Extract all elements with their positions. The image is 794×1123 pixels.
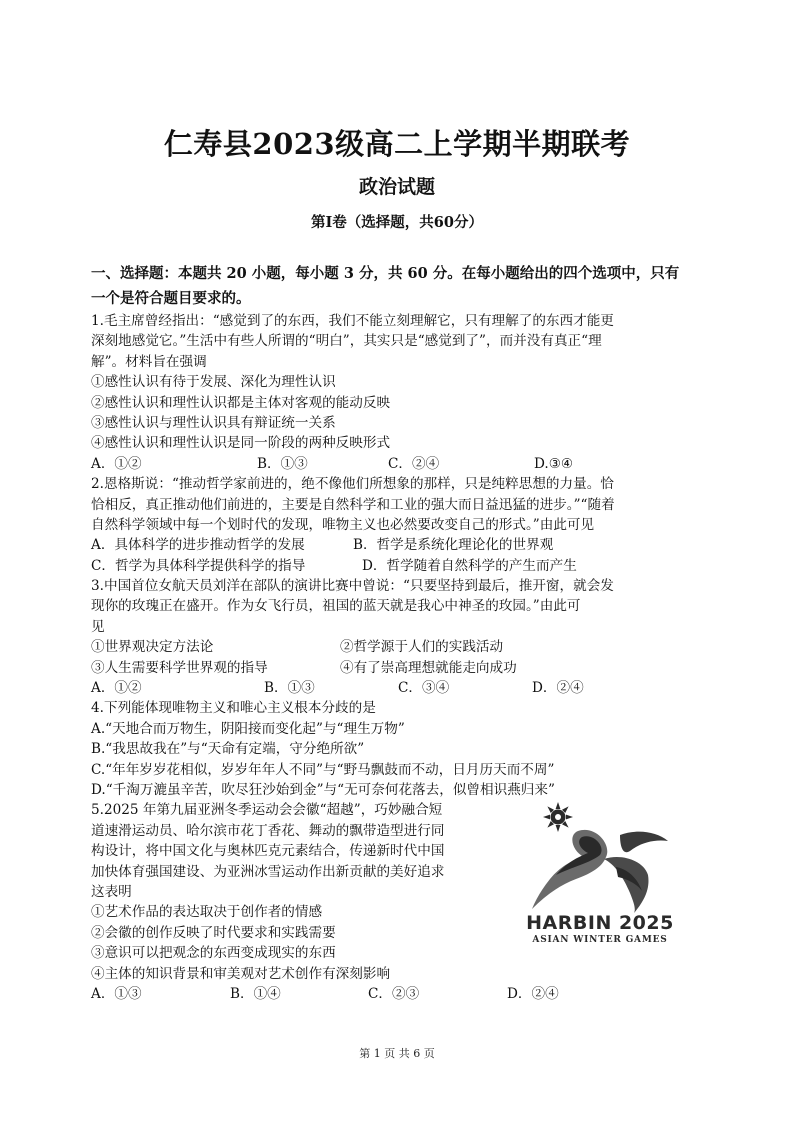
statement-item: ②感性认识和理性认识都是主体对客观的能动反映 xyxy=(91,394,391,411)
question-stem-line: 4.下列能体现唯物主义和唯心主义根本分歧的是 xyxy=(91,700,376,717)
question-stem-line: 加快体育强国建设、为亚洲冰雪运动作出新贡献的美好追求 xyxy=(91,863,445,880)
section-line-2: 一个是符合题目要求的。 xyxy=(91,290,251,307)
question-stem-line: 这表明 xyxy=(91,883,132,900)
emblem-name: HARBIN 2025 xyxy=(526,912,674,934)
question-stem-line: 道速滑运动员、哈尔滨市花丁香花、舞动的飘带造型进行同 xyxy=(91,822,445,839)
question-stem-line: 1.毛主席曾经指出：“感觉到了的东西，我们不能立刻理解它，只有理解了的东西才能更 xyxy=(91,313,614,329)
option-b: B．①③ xyxy=(257,455,308,472)
question-stem-line: 构设计，将中国文化与奥林匹克元素结合，传递新时代中国 xyxy=(91,843,445,860)
statement-item: ④有了崇高理想就能走向成功 xyxy=(340,659,517,676)
option-c: C．②④ xyxy=(388,455,440,472)
question-stem-line: 自然科学领域中每一个划时代的发现，唯物主义也必然要改变自己的形式。”由此可见 xyxy=(91,516,595,533)
statement-item: ③感性认识与理性认识具有辩证统一关系 xyxy=(91,414,336,431)
option-a: A.“天地合而万物生，阴阳接而变化起”与“理生万物” xyxy=(91,720,405,737)
option-b: B．①④ xyxy=(230,985,281,1002)
statement-row xyxy=(91,658,717,678)
question-stem-line: 2.恩格斯说：“推动哲学家前进的，绝不像他们所想象的那样，只是纯粹思想的力量。恰 xyxy=(91,476,614,493)
statement-item: ④主体的知识背景和审美观对艺术创作有深刻影响 xyxy=(91,965,391,982)
option-c: C．②③ xyxy=(368,985,420,1002)
option-c: C．哲学为具体科学提供科学的指导 xyxy=(91,557,306,574)
option-d: D.③④ xyxy=(534,455,574,472)
section-line-1: 一、选择题：本题共 20 小题，每小题 3 分，共 60 分。在每小题给出的四个选项中，只有 xyxy=(91,265,680,282)
option-a: A．①③ xyxy=(91,985,142,1002)
option-c: C.“年年岁岁花相似，岁岁年年人不同”与“野马飘鼓而不动，日月历天而不周” xyxy=(91,761,555,778)
harbin-2025-emblem xyxy=(520,795,680,955)
statement-item: ④感性认识和理性认识是同一阶段的两种反映形式 xyxy=(91,435,391,452)
option-a: A．具体科学的进步推动哲学的发展 xyxy=(91,537,305,554)
question-stem-line: 现你的玫瑰正在盛开。作为女飞行员，祖国的蓝天就是我心中神圣的玫园。”由此可 xyxy=(91,598,581,615)
option-b: B.“我思故我在”与“天命有定端，守分绝所欲” xyxy=(91,741,365,758)
answer-options xyxy=(91,454,717,474)
sun-flower-icon xyxy=(543,802,573,832)
exam-subject: 政治试题 xyxy=(358,176,435,198)
statement-item: ③意识可以把观念的东西变成现实的东西 xyxy=(91,945,336,962)
question-3 xyxy=(91,576,717,698)
option-d: D．②④ xyxy=(507,985,559,1002)
answer-options xyxy=(91,556,717,576)
option-d: D.“千淘万漉虽辛苦，吹尽狂沙始到金”与“无可奈何花落去，似曾相识燕归来” xyxy=(91,781,555,798)
question-2 xyxy=(91,474,717,576)
option-b: B．哲学是系统化理论化的世界观 xyxy=(353,537,554,554)
option-a: A．①② xyxy=(91,680,142,697)
question-1 xyxy=(91,311,717,474)
statement-item: ②哲学源于人们的实践活动 xyxy=(340,639,504,656)
answer-options xyxy=(91,678,717,698)
statement-item: ①世界观决定方法论 xyxy=(91,639,214,656)
volume-heading: 第Ⅰ卷（选择题，共60分） xyxy=(311,214,483,231)
answer-options xyxy=(91,535,717,555)
option-c: C．③④ xyxy=(398,680,450,697)
question-stem-line: 深刻地感觉它。”生活中有些人所谓的“明白”，其实只是“感觉到了”，而并没有真正“理 xyxy=(91,333,602,350)
statement-item: ①艺术作品的表达取决于创作者的情感 xyxy=(91,904,323,921)
statement-item: ①感性认识有待于发展、深化为理性认识 xyxy=(91,374,336,391)
section-instructions xyxy=(91,261,717,311)
page-number: 第 1 页 共 6 页 xyxy=(359,1047,435,1060)
question-stem-line: 恰相反，真正推动他们前进的，主要是自然科学和工业的强大而日益迅猛的进步。”“随着 xyxy=(91,496,615,513)
skater-ribbon-graphic xyxy=(532,830,668,913)
option-a: A．①② xyxy=(91,455,142,472)
question-stem-line: 3.中国首位女航天员刘洋在部队的演讲比赛中曾说：“只要坚持到最后，推开窗，就会发 xyxy=(91,578,614,595)
question-stem-line: 见 xyxy=(91,618,105,635)
question-stem-line: 解”。材料旨在强调 xyxy=(91,353,207,370)
question-stem-line: 5.2025 年第九届亚洲冬季运动会会徽“超越”，巧妙融合短 xyxy=(91,802,443,819)
emblem-subtitle: ASIAN WINTER GAMES xyxy=(532,935,668,945)
option-d: D．②④ xyxy=(532,680,584,697)
answer-options xyxy=(91,984,717,1004)
option-d: D．哲学随着自然科学的产生而产生 xyxy=(362,557,577,574)
statement-item: ③人生需要科学世界观的指导 xyxy=(91,659,268,676)
exam-title: 仁寿县2023级高二上学期半期联考 xyxy=(163,127,631,161)
statement-item: ②会徽的创作反映了时代要求和实践需要 xyxy=(91,924,336,941)
statement-row xyxy=(91,637,717,657)
question-4 xyxy=(91,698,717,800)
option-b: B．①③ xyxy=(264,680,315,697)
